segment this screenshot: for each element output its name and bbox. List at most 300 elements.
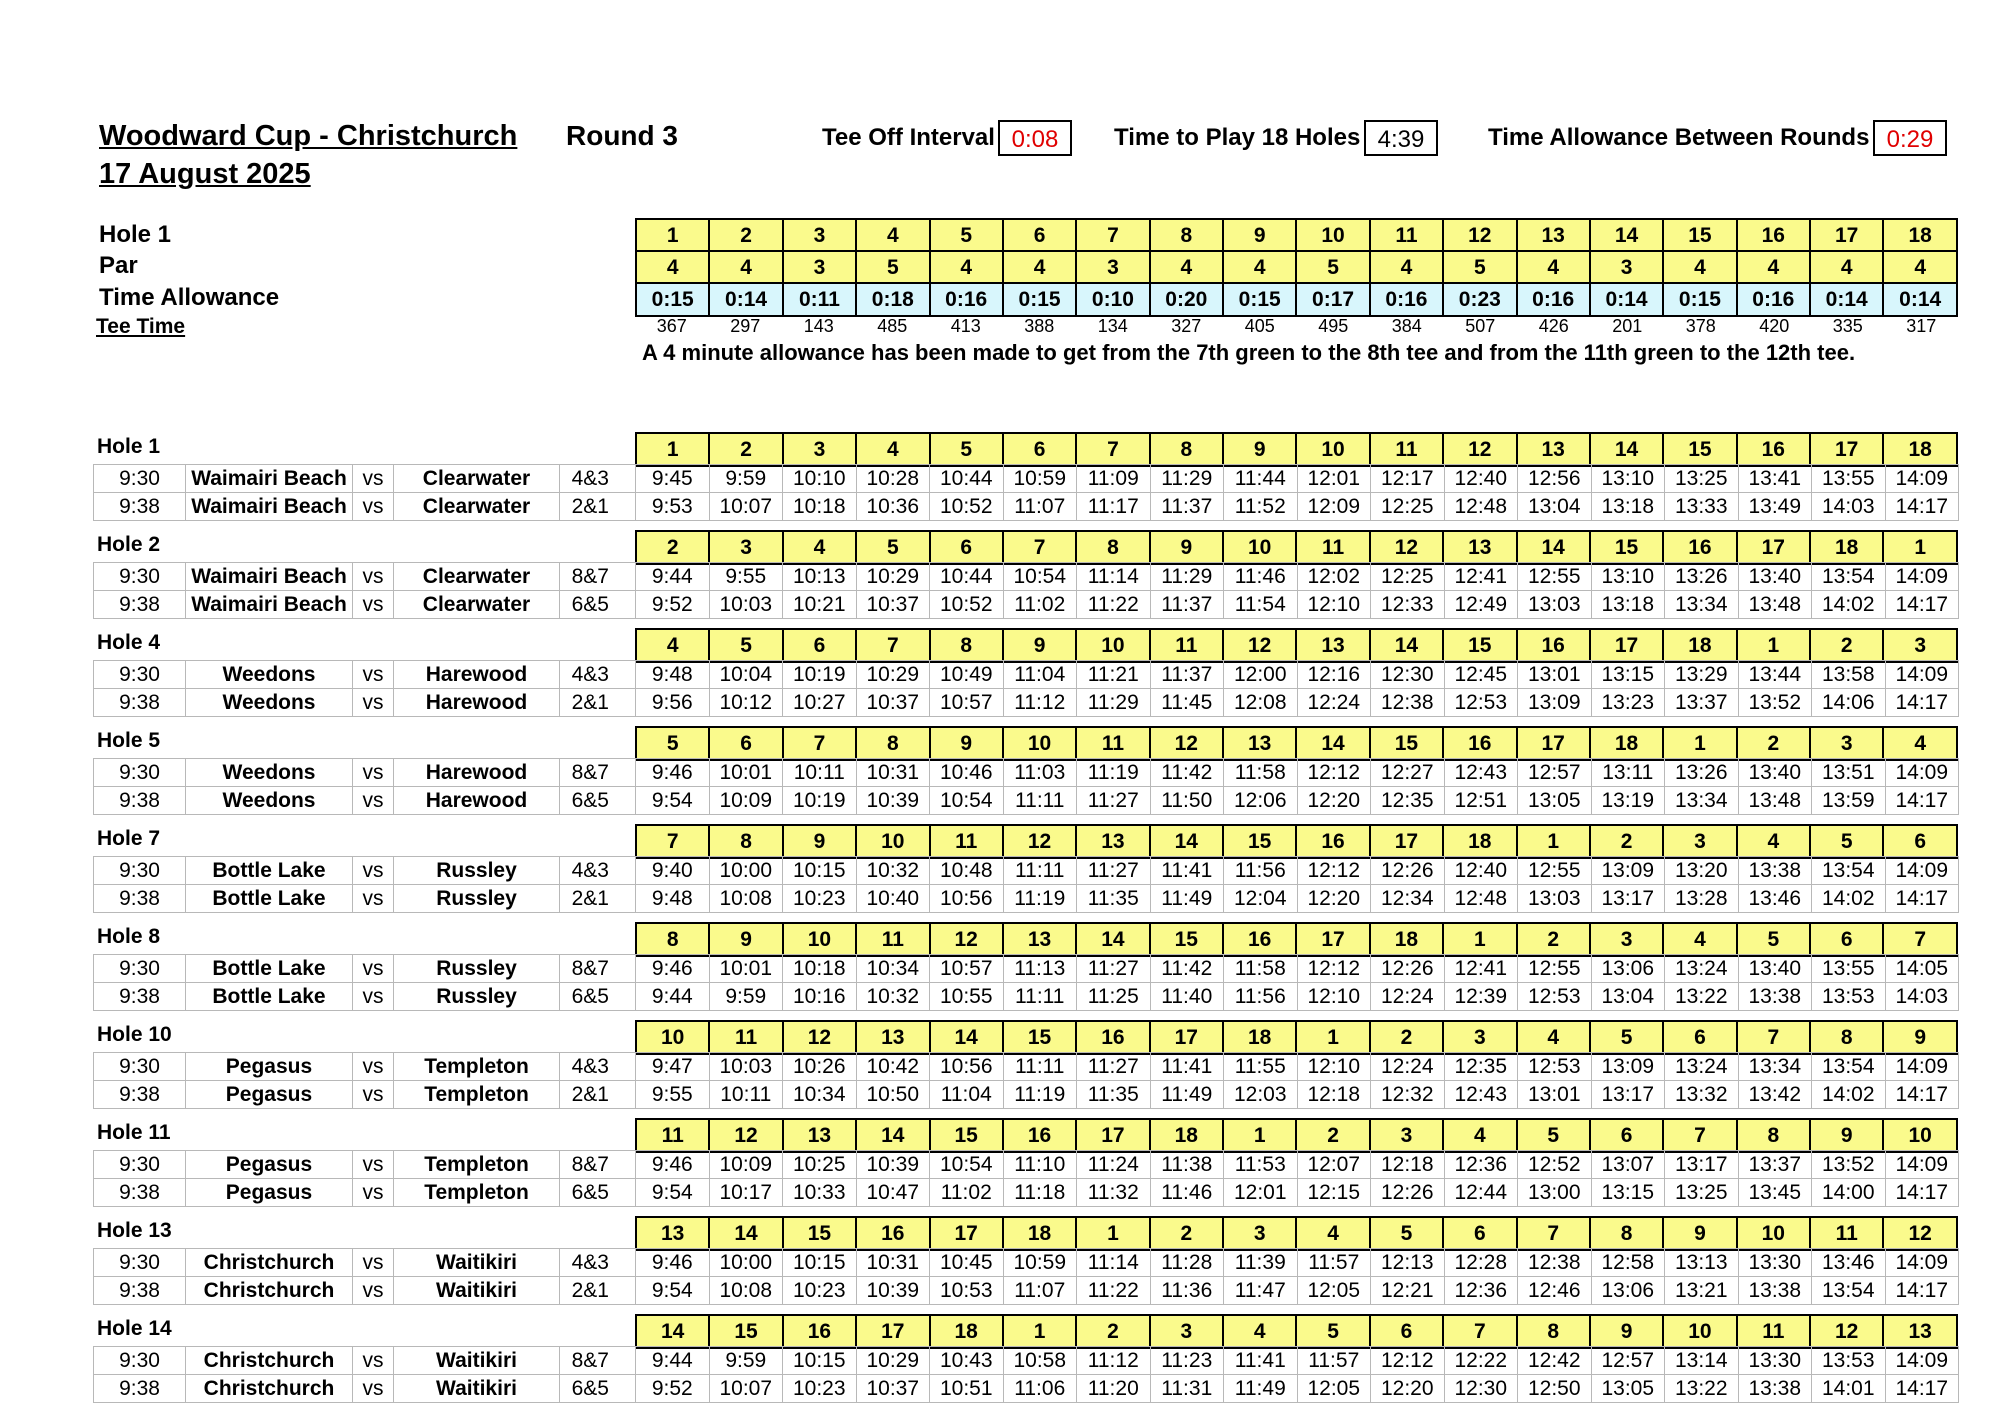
par-value: 3 bbox=[1076, 251, 1149, 284]
hole-number: 10 bbox=[1223, 531, 1296, 564]
hole-time: 13:33 bbox=[1665, 493, 1739, 521]
hole-time: 11:57 bbox=[1297, 1347, 1371, 1375]
hole-time: 10:15 bbox=[783, 1347, 857, 1375]
hole-number: 5 bbox=[709, 629, 782, 662]
hole-time: 13:46 bbox=[1812, 1249, 1886, 1277]
group-hole-row bbox=[635, 432, 1958, 467]
hole-number: 6 bbox=[1443, 1217, 1516, 1250]
hole-time: 14:17 bbox=[1885, 787, 1959, 815]
hole-time: 13:37 bbox=[1665, 689, 1739, 717]
hole-time: 13:55 bbox=[1812, 465, 1886, 493]
group-hole-row bbox=[635, 1314, 1958, 1349]
hole-number: 16 bbox=[783, 1315, 856, 1348]
hole-number: 14 bbox=[1370, 629, 1443, 662]
hole-number: 4 bbox=[783, 531, 856, 564]
hole-time: 10:56 bbox=[930, 1053, 1004, 1081]
hole-number: 12 bbox=[1003, 825, 1076, 858]
hole-number: 12 bbox=[1443, 219, 1516, 252]
hole-time: 12:12 bbox=[1371, 1347, 1445, 1375]
hole-time: 13:11 bbox=[1591, 759, 1665, 787]
hole-number: 3 bbox=[1223, 1217, 1296, 1250]
match-row bbox=[94, 1081, 1959, 1109]
event-date: 17 August 2025 bbox=[99, 158, 311, 190]
hole-number: 5 bbox=[636, 727, 709, 760]
time-allowance-label: Time Allowance bbox=[99, 284, 280, 311]
hole-time: 14:09 bbox=[1885, 1053, 1959, 1081]
hole-time: 11:56 bbox=[1224, 983, 1298, 1011]
time-allowance-value: 0:23 bbox=[1443, 283, 1516, 316]
hole-time: 14:02 bbox=[1812, 591, 1886, 619]
hole-time: 12:03 bbox=[1224, 1081, 1298, 1109]
hole-time: 12:40 bbox=[1444, 465, 1518, 493]
hole-number: 15 bbox=[1370, 727, 1443, 760]
hole-number: 15 bbox=[930, 1119, 1003, 1152]
hole-time: 13:03 bbox=[1518, 591, 1592, 619]
time-allowance-value: 0:15 bbox=[1223, 283, 1296, 316]
hole-time: 14:17 bbox=[1885, 591, 1959, 619]
vs-label: vs bbox=[353, 955, 394, 983]
hole-time: 10:23 bbox=[783, 1277, 857, 1305]
hole-number: 16 bbox=[1737, 219, 1810, 252]
hole-time: 10:49 bbox=[930, 661, 1004, 689]
hole-time: 11:55 bbox=[1224, 1053, 1298, 1081]
hole-number: 12 bbox=[1223, 629, 1296, 662]
hole-time: 12:25 bbox=[1371, 493, 1445, 521]
hole-number: 1 bbox=[636, 433, 709, 466]
hole-time: 9:45 bbox=[636, 465, 710, 493]
hole-number: 5 bbox=[1296, 1315, 1369, 1348]
hole-number: 15 bbox=[1150, 923, 1223, 956]
group-label: Hole 13 bbox=[97, 1219, 172, 1242]
match-result: 8&7 bbox=[560, 1347, 636, 1375]
group-hole-row bbox=[635, 628, 1958, 663]
hole-number: 8 bbox=[1517, 1315, 1590, 1348]
away-team: Harewood bbox=[394, 787, 560, 815]
vs-label: vs bbox=[353, 1277, 394, 1305]
yardage-row bbox=[635, 316, 1958, 337]
hole-time: 10:09 bbox=[709, 787, 783, 815]
hole-time: 13:09 bbox=[1591, 857, 1665, 885]
hole-number: 3 bbox=[1663, 825, 1736, 858]
hole-number: 5 bbox=[930, 219, 1003, 252]
hole-time: 10:23 bbox=[783, 1375, 857, 1403]
hole-number: 3 bbox=[709, 531, 782, 564]
hole-number: 16 bbox=[1737, 433, 1810, 466]
home-team: Christchurch bbox=[186, 1347, 353, 1375]
hole-number: 10 bbox=[1296, 433, 1369, 466]
hole-time: 10:00 bbox=[709, 857, 783, 885]
away-team: Clearwater bbox=[394, 591, 560, 619]
hole-number: 5 bbox=[1590, 1021, 1663, 1054]
hole-time: 11:10 bbox=[1003, 1151, 1077, 1179]
hole-number: 6 bbox=[1663, 1021, 1736, 1054]
hole-time: 10:50 bbox=[856, 1081, 930, 1109]
hole-time: 13:54 bbox=[1812, 1053, 1886, 1081]
hole-time: 14:17 bbox=[1885, 885, 1959, 913]
hole-time: 11:36 bbox=[1150, 1277, 1224, 1305]
hole-number: 12 bbox=[1443, 433, 1516, 466]
time-allowance-value: 0:15 bbox=[1003, 283, 1076, 316]
hole-time: 13:15 bbox=[1591, 1179, 1665, 1207]
hole-time: 12:00 bbox=[1224, 661, 1298, 689]
hole-time: 13:38 bbox=[1738, 983, 1812, 1011]
hole-time: 11:04 bbox=[1003, 661, 1077, 689]
hole-time: 11:38 bbox=[1150, 1151, 1224, 1179]
hole-number: 4 bbox=[856, 219, 929, 252]
hole-number: 9 bbox=[1883, 1021, 1957, 1054]
hole-time: 13:52 bbox=[1812, 1151, 1886, 1179]
hole-number: 4 bbox=[1223, 1315, 1296, 1348]
away-team: Russley bbox=[394, 857, 560, 885]
vs-label: vs bbox=[353, 1151, 394, 1179]
hole-time: 14:03 bbox=[1885, 983, 1959, 1011]
hole-time: 9:59 bbox=[709, 983, 783, 1011]
hole-number: 2 bbox=[709, 433, 782, 466]
hole-number: 1 bbox=[1003, 1315, 1076, 1348]
hole-number: 10 bbox=[1663, 1315, 1736, 1348]
hole-number: 12 bbox=[1883, 1217, 1957, 1250]
away-team: Clearwater bbox=[394, 493, 560, 521]
hole-time: 10:57 bbox=[930, 689, 1004, 717]
hole-time: 10:28 bbox=[856, 465, 930, 493]
start-time: 9:38 bbox=[94, 1081, 186, 1109]
hole-time: 14:17 bbox=[1885, 493, 1959, 521]
vs-label: vs bbox=[353, 885, 394, 913]
tee-interval-value: 0:08 bbox=[998, 120, 1072, 156]
home-team: Christchurch bbox=[186, 1277, 353, 1305]
hole-time: 12:28 bbox=[1444, 1249, 1518, 1277]
hole-number: 7 bbox=[1003, 531, 1076, 564]
hole-number: 9 bbox=[783, 825, 856, 858]
match-row bbox=[94, 661, 1959, 689]
play-time-label: Time to Play 18 Holes bbox=[1114, 124, 1361, 151]
hole-number: 14 bbox=[709, 1217, 782, 1250]
hole-time: 13:22 bbox=[1665, 983, 1739, 1011]
match-result: 4&3 bbox=[560, 1053, 636, 1081]
hole-time: 10:01 bbox=[709, 955, 783, 983]
hole-time: 13:40 bbox=[1738, 955, 1812, 983]
start-time: 9:30 bbox=[94, 563, 186, 591]
hole-number: 17 bbox=[856, 1315, 929, 1348]
match-table bbox=[93, 856, 1959, 913]
hole-time: 11:24 bbox=[1077, 1151, 1151, 1179]
hole-time: 11:22 bbox=[1077, 1277, 1151, 1305]
start-time: 9:38 bbox=[94, 885, 186, 913]
hole-time: 14:02 bbox=[1812, 885, 1886, 913]
group-hole-row bbox=[635, 922, 1958, 957]
hole-number: 2 bbox=[1076, 1315, 1149, 1348]
away-team: Templeton bbox=[394, 1053, 560, 1081]
hole-number: 18 bbox=[1883, 219, 1957, 252]
hole-number: 16 bbox=[1223, 923, 1296, 956]
hole-number: 6 bbox=[709, 727, 782, 760]
hole-time: 13:48 bbox=[1738, 787, 1812, 815]
hole-time: 11:22 bbox=[1077, 591, 1151, 619]
hole-time: 10:11 bbox=[709, 1081, 783, 1109]
hole-number: 2 bbox=[1590, 825, 1663, 858]
hole-number: 12 bbox=[783, 1021, 856, 1054]
time-allowance-value: 0:14 bbox=[1590, 283, 1663, 316]
hole-time: 11:27 bbox=[1077, 1053, 1151, 1081]
hole-time: 13:17 bbox=[1591, 1081, 1665, 1109]
match-row bbox=[94, 983, 1959, 1011]
hole-number: 17 bbox=[1810, 433, 1883, 466]
hole-time: 12:53 bbox=[1518, 983, 1592, 1011]
match-row bbox=[94, 955, 1959, 983]
hole-time: 13:05 bbox=[1591, 1375, 1665, 1403]
hole-time: 10:29 bbox=[856, 1347, 930, 1375]
yardage-value: 143 bbox=[803, 316, 834, 336]
home-team: Waimairi Beach bbox=[186, 591, 353, 619]
hole-time: 9:52 bbox=[636, 591, 710, 619]
vs-label: vs bbox=[353, 1081, 394, 1109]
time-allowance-value: 0:10 bbox=[1076, 283, 1149, 316]
hole-number: 12 bbox=[1810, 1315, 1883, 1348]
hole-time: 10:04 bbox=[709, 661, 783, 689]
hole-time: 13:04 bbox=[1518, 493, 1592, 521]
hole-number: 9 bbox=[930, 727, 1003, 760]
hole-number: 13 bbox=[1517, 219, 1590, 252]
home-team: Weedons bbox=[186, 759, 353, 787]
hole-time: 11:31 bbox=[1150, 1375, 1224, 1403]
hole-time: 10:43 bbox=[930, 1347, 1004, 1375]
hole-number-row bbox=[635, 218, 1958, 253]
match-row bbox=[94, 563, 1959, 591]
hole-time: 13:51 bbox=[1812, 759, 1886, 787]
hole-number: 4 bbox=[1883, 727, 1957, 760]
hole-time: 13:04 bbox=[1591, 983, 1665, 1011]
away-team: Harewood bbox=[394, 759, 560, 787]
hole-time: 10:44 bbox=[930, 563, 1004, 591]
hole-number: 14 bbox=[1590, 433, 1663, 466]
hole-time: 14:17 bbox=[1885, 1375, 1959, 1403]
hole-number: 9 bbox=[1150, 531, 1223, 564]
round-label: Round 3 bbox=[566, 120, 678, 151]
hole-time: 12:57 bbox=[1591, 1347, 1665, 1375]
start-time: 9:30 bbox=[94, 465, 186, 493]
away-team: Clearwater bbox=[394, 465, 560, 493]
hole-number: 18 bbox=[1003, 1217, 1076, 1250]
match-row bbox=[94, 1347, 1959, 1375]
hole-time: 12:51 bbox=[1444, 787, 1518, 815]
hole-time: 10:16 bbox=[783, 983, 857, 1011]
hole-time: 12:12 bbox=[1297, 857, 1371, 885]
hole-time: 9:59 bbox=[709, 1347, 783, 1375]
hole-time: 10:45 bbox=[930, 1249, 1004, 1277]
away-team: Templeton bbox=[394, 1179, 560, 1207]
vs-label: vs bbox=[353, 563, 394, 591]
hole-time: 11:45 bbox=[1150, 689, 1224, 717]
vs-label: vs bbox=[353, 689, 394, 717]
home-team: Waimairi Beach bbox=[186, 563, 353, 591]
home-team: Pegasus bbox=[186, 1179, 353, 1207]
hole-time: 13:30 bbox=[1738, 1249, 1812, 1277]
hole-number: 13 bbox=[1003, 923, 1076, 956]
hole-time: 11:19 bbox=[1003, 1081, 1077, 1109]
round-allowance-label: Time Allowance Between Rounds bbox=[1488, 124, 1870, 151]
par-row bbox=[635, 250, 1958, 285]
group-label: Hole 8 bbox=[97, 925, 161, 948]
hole-time: 10:00 bbox=[709, 1249, 783, 1277]
hole-time: 13:03 bbox=[1518, 885, 1592, 913]
hole-time: 12:38 bbox=[1371, 689, 1445, 717]
hole-number: 8 bbox=[1076, 531, 1149, 564]
hole-time: 14:09 bbox=[1885, 465, 1959, 493]
hole-number: 5 bbox=[930, 433, 1003, 466]
round-allowance-value: 0:29 bbox=[1873, 120, 1947, 156]
home-team: Pegasus bbox=[186, 1081, 353, 1109]
hole-time: 12:05 bbox=[1297, 1277, 1371, 1305]
hole-number: 1 bbox=[636, 219, 709, 252]
home-team: Pegasus bbox=[186, 1053, 353, 1081]
match-result: 8&7 bbox=[560, 563, 636, 591]
hole-time: 10:32 bbox=[856, 857, 930, 885]
hole-number: 6 bbox=[783, 629, 856, 662]
hole-time: 10:44 bbox=[930, 465, 1004, 493]
time-allowance-value: 0:15 bbox=[1663, 283, 1736, 316]
hole-number: 12 bbox=[930, 923, 1003, 956]
hole-time: 10:37 bbox=[856, 689, 930, 717]
hole-number: 17 bbox=[1150, 1021, 1223, 1054]
hole-time: 10:11 bbox=[783, 759, 857, 787]
hole-time: 13:21 bbox=[1665, 1277, 1739, 1305]
hole-time: 12:26 bbox=[1371, 955, 1445, 983]
hole-time: 11:27 bbox=[1077, 857, 1151, 885]
match-table bbox=[93, 1248, 1959, 1305]
yardage-value: 317 bbox=[1906, 316, 1937, 336]
hole-number: 13 bbox=[1223, 727, 1296, 760]
time-allowance-value: 0:14 bbox=[1883, 283, 1957, 316]
hole-time: 11:37 bbox=[1150, 591, 1224, 619]
hole-number: 1 bbox=[1517, 825, 1590, 858]
hole-number: 18 bbox=[1883, 433, 1957, 466]
hole-time: 14:09 bbox=[1885, 759, 1959, 787]
group-label: Hole 4 bbox=[97, 631, 161, 654]
hole-number: 7 bbox=[1443, 1315, 1516, 1348]
hole-time: 10:09 bbox=[709, 1151, 783, 1179]
match-result: 4&3 bbox=[560, 661, 636, 689]
yardage-value: 335 bbox=[1832, 316, 1863, 336]
hole-time: 13:26 bbox=[1665, 563, 1739, 591]
hole-time: 11:41 bbox=[1150, 1053, 1224, 1081]
hole-time: 11:35 bbox=[1077, 1081, 1151, 1109]
hole-time: 12:24 bbox=[1371, 1053, 1445, 1081]
hole-time: 12:10 bbox=[1297, 983, 1371, 1011]
hole-number: 11 bbox=[1810, 1217, 1883, 1250]
match-row bbox=[94, 787, 1959, 815]
hole-time: 13:48 bbox=[1738, 591, 1812, 619]
par-value: 3 bbox=[783, 251, 856, 284]
hole-number: 7 bbox=[1076, 433, 1149, 466]
home-team: Bottle Lake bbox=[186, 857, 353, 885]
time-allowance-value: 0:16 bbox=[1517, 283, 1590, 316]
hole-time: 13:41 bbox=[1738, 465, 1812, 493]
hole-number: 3 bbox=[1150, 1315, 1223, 1348]
hole-time: 9:44 bbox=[636, 1347, 710, 1375]
start-time: 9:30 bbox=[94, 1053, 186, 1081]
hole-number: 13 bbox=[1517, 433, 1590, 466]
yardage-value: 495 bbox=[1318, 316, 1349, 336]
vs-label: vs bbox=[353, 1179, 394, 1207]
hole-time: 10:55 bbox=[930, 983, 1004, 1011]
vs-label: vs bbox=[353, 493, 394, 521]
hole-time: 11:21 bbox=[1077, 661, 1151, 689]
hole-time: 9:54 bbox=[636, 1277, 710, 1305]
yardage-value: 507 bbox=[1465, 316, 1496, 336]
hole-time: 12:12 bbox=[1297, 955, 1371, 983]
start-time: 9:38 bbox=[94, 1277, 186, 1305]
hole-number: 5 bbox=[1517, 1119, 1590, 1152]
home-team: Christchurch bbox=[186, 1249, 353, 1277]
hole-time: 14:17 bbox=[1885, 1277, 1959, 1305]
start-time: 9:38 bbox=[94, 689, 186, 717]
hole-time: 12:36 bbox=[1444, 1277, 1518, 1305]
hole-number: 16 bbox=[1003, 1119, 1076, 1152]
par-value: 4 bbox=[930, 251, 1003, 284]
hole-time: 10:10 bbox=[783, 465, 857, 493]
hole-number: 14 bbox=[1076, 923, 1149, 956]
hole-number: 15 bbox=[709, 1315, 782, 1348]
hole-number: 16 bbox=[1517, 629, 1590, 662]
hole-time: 13:01 bbox=[1518, 661, 1592, 689]
hole-time: 12:26 bbox=[1371, 1179, 1445, 1207]
hole-time: 14:09 bbox=[1885, 661, 1959, 689]
hole-number: 4 bbox=[1663, 923, 1736, 956]
hole-time: 11:44 bbox=[1224, 465, 1298, 493]
hole-time: 12:50 bbox=[1518, 1375, 1592, 1403]
hole-number: 3 bbox=[783, 219, 856, 252]
hole-time: 13:32 bbox=[1665, 1081, 1739, 1109]
home-team: Bottle Lake bbox=[186, 955, 353, 983]
hole-time: 10:13 bbox=[783, 563, 857, 591]
hole-number: 18 bbox=[1150, 1119, 1223, 1152]
yardage-value: 405 bbox=[1244, 316, 1275, 336]
away-team: Russley bbox=[394, 885, 560, 913]
hole-time: 10:39 bbox=[856, 787, 930, 815]
match-result: 6&5 bbox=[560, 1375, 636, 1403]
hole-time: 13:15 bbox=[1591, 661, 1665, 689]
hole-time: 10:12 bbox=[709, 689, 783, 717]
hole-time: 12:53 bbox=[1444, 689, 1518, 717]
hole-time: 12:49 bbox=[1444, 591, 1518, 619]
hole-time: 13:54 bbox=[1812, 857, 1886, 885]
hole-time: 13:34 bbox=[1665, 591, 1739, 619]
hole-time: 11:49 bbox=[1150, 1081, 1224, 1109]
hole-number: 9 bbox=[1223, 219, 1296, 252]
hole-time: 9:48 bbox=[636, 661, 710, 689]
hole-number: 13 bbox=[1296, 629, 1369, 662]
vs-label: vs bbox=[353, 661, 394, 689]
hole-number: 9 bbox=[709, 923, 782, 956]
time-allowance-value: 0:16 bbox=[930, 283, 1003, 316]
hole-number: 10 bbox=[1883, 1119, 1957, 1152]
hole-time: 10:36 bbox=[856, 493, 930, 521]
hole-time: 11:23 bbox=[1150, 1347, 1224, 1375]
hole-time: 12:10 bbox=[1297, 591, 1371, 619]
page-title: Woodward Cup - Christchurch bbox=[99, 120, 518, 152]
start-time: 9:30 bbox=[94, 857, 186, 885]
hole-number: 17 bbox=[1076, 1119, 1149, 1152]
tee-time-label: Tee Time bbox=[96, 315, 186, 338]
hole-time: 13:18 bbox=[1591, 493, 1665, 521]
hole-time: 11:04 bbox=[930, 1081, 1004, 1109]
par-value: 4 bbox=[1003, 251, 1076, 284]
hole-time: 14:17 bbox=[1885, 1081, 1959, 1109]
hole-time: 11:11 bbox=[1003, 1053, 1077, 1081]
hole-time: 12:35 bbox=[1444, 1053, 1518, 1081]
hole-time: 11:19 bbox=[1003, 885, 1077, 913]
par-label: Par bbox=[99, 252, 138, 279]
